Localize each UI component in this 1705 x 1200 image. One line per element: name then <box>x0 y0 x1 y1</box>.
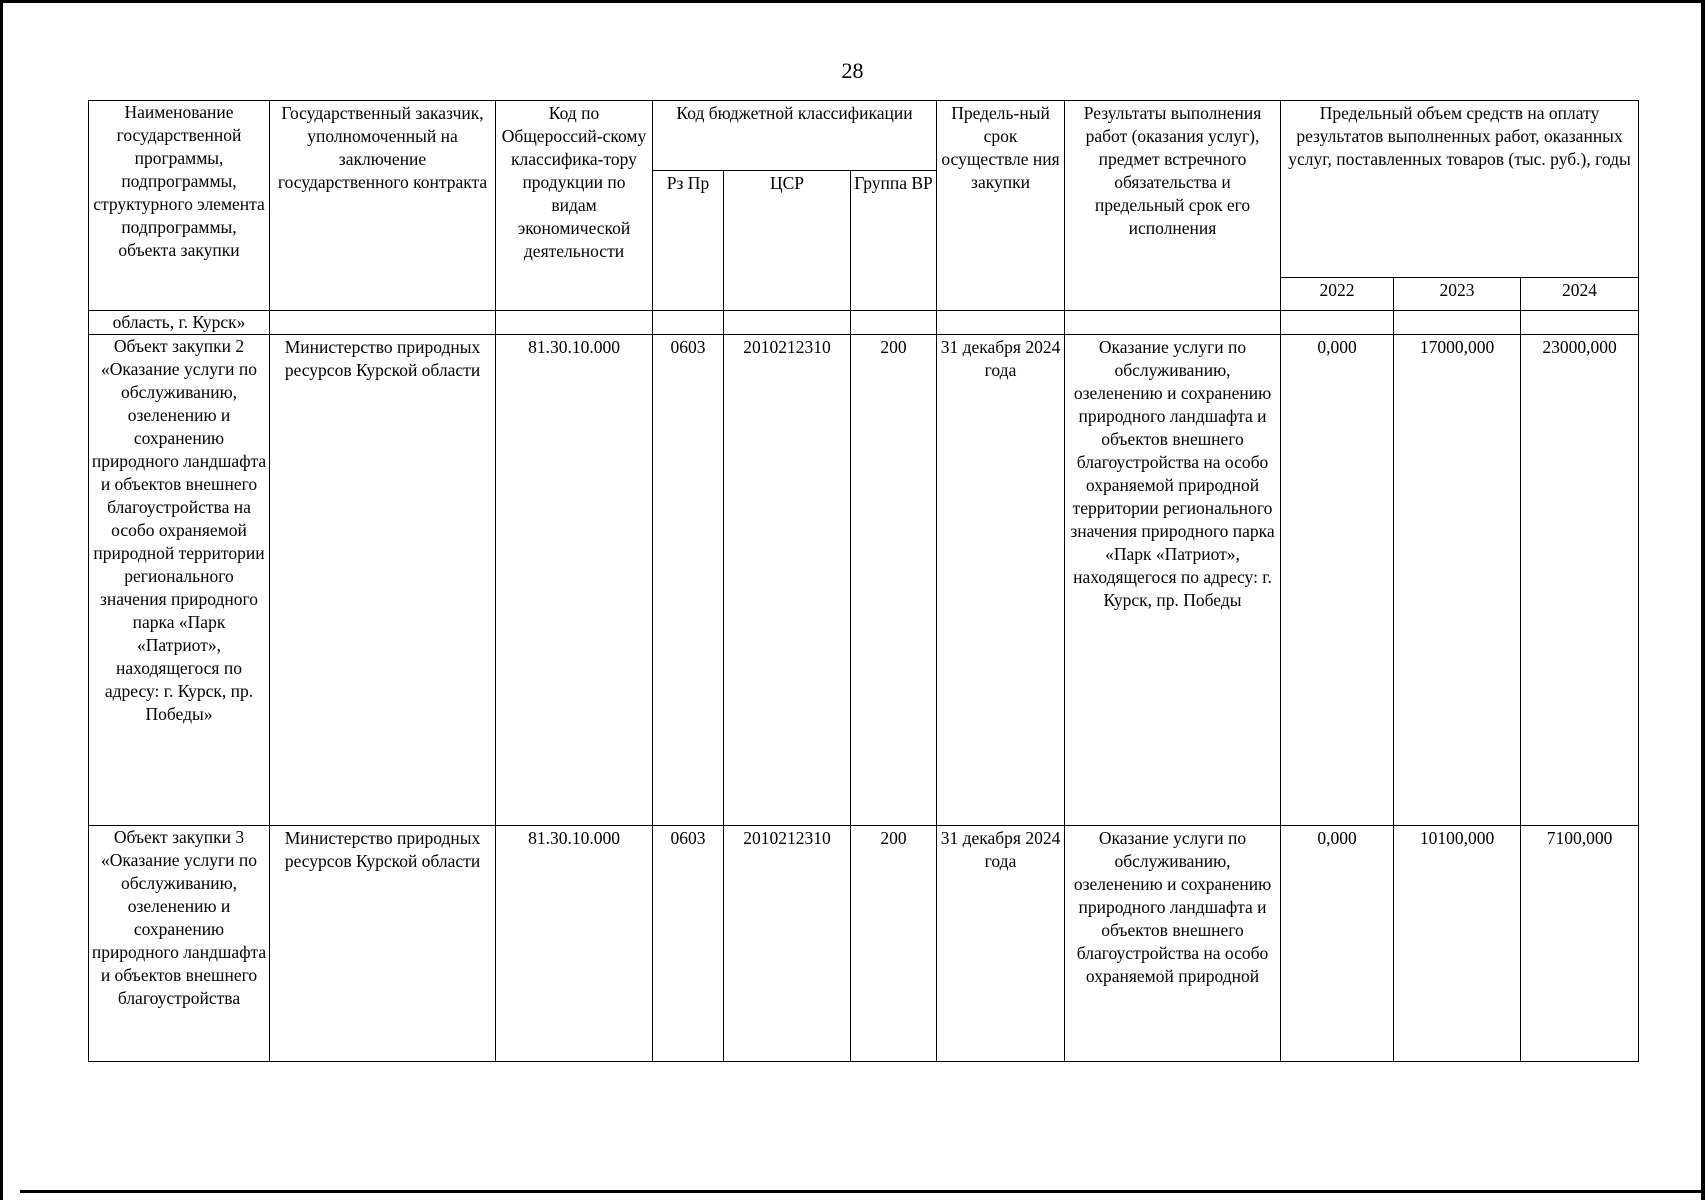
empty-cell <box>937 311 1065 335</box>
empty-cell <box>496 311 653 335</box>
row-value-2022: 0,000 <box>1281 826 1394 1062</box>
header-year-2024: 2024 <box>1521 278 1639 311</box>
header-year-2023: 2023 <box>1394 278 1521 311</box>
empty-cell <box>653 311 724 335</box>
row-deadline: 31 декабря 2024 года <box>937 826 1065 1062</box>
table-row <box>89 826 1639 1062</box>
header-group-vr: Группа ВР <box>851 171 937 311</box>
empty-cell <box>851 311 937 335</box>
row-customer: Министерство природных ресурсов Курской области <box>270 826 496 1062</box>
row-value-2024: 23000,000 <box>1521 335 1639 826</box>
table-row <box>89 335 1639 826</box>
row-group-vr: 200 <box>851 335 937 826</box>
row-result: Оказание услуги по обслуживанию, озеленению и сохранению природного ландшафта и объектов внешнего благоустройства на особо охраняемой природной <box>1065 826 1281 1062</box>
row-rz-pr: 0603 <box>653 335 724 826</box>
empty-cell <box>724 311 851 335</box>
header-budget-code: Код бюджетной классификации <box>653 101 937 171</box>
page-number: 28 <box>841 58 864 83</box>
carry-over-name: область, г. Курск» <box>89 311 270 335</box>
empty-cell <box>1065 311 1281 335</box>
scan-border-left <box>0 0 3 1200</box>
row-value-2024: 7100,000 <box>1521 826 1639 1062</box>
header-funds: Предельный объем средств на оплату результатов выполненных работ, оказанных услуг, поставленных товаров (тыс. руб.), годы <box>1281 101 1639 278</box>
header-row-top <box>89 101 1639 171</box>
row-csr: 2010212310 <box>724 826 851 1062</box>
empty-cell <box>1521 311 1639 335</box>
header-results: Результаты выполнения работ (оказания услуг), предмет встречного обязательства и предельный срок его исполнения <box>1065 101 1281 311</box>
row-csr: 2010212310 <box>724 335 851 826</box>
row-name: Объект закупки 2 «Оказание услуги по обслуживанию, озеленению и сохранению природного ландшафта и объектов внешнего благоустройства на особо охраняемой природной территории регионального значения природного парка «Парк «Патриот», находящегося по адресу: г. Курск, пр. Победы» <box>89 335 270 826</box>
row-group-vr: 200 <box>851 826 937 1062</box>
header-program-name: Наименование государственной программы, подпрограммы, структурного элемента подпрограммы, объекта закупки <box>89 101 270 311</box>
scan-border-top <box>0 0 1705 3</box>
empty-cell <box>1281 311 1394 335</box>
header-customer: Государственный заказчик, уполномоченный на заключение государственного контракта <box>270 101 496 311</box>
carry-over-row <box>89 311 1639 335</box>
row-rz-pr: 0603 <box>653 826 724 1062</box>
row-okpd: 81.30.10.000 <box>496 335 653 826</box>
header-csr: ЦСР <box>724 171 851 311</box>
row-name: Объект закупки 3 «Оказание услуги по обслуживанию, озеленению и сохранению природного ландшафта и объектов внешнего благоустройства <box>89 826 270 1062</box>
procurement-table <box>88 100 1639 1062</box>
scan-border-bottom <box>20 1190 1705 1193</box>
row-value-2023: 17000,000 <box>1394 335 1521 826</box>
header-okpd-code: Код по Общероссий-скому классифика-тору продукции по видам экономической деятельности <box>496 101 653 311</box>
header-rz-pr: Рз Пр <box>653 171 724 311</box>
row-value-2022: 0,000 <box>1281 335 1394 826</box>
empty-cell <box>270 311 496 335</box>
empty-cell <box>1394 311 1521 335</box>
row-customer: Министерство природных ресурсов Курской области <box>270 335 496 826</box>
header-year-2022: 2022 <box>1281 278 1394 311</box>
row-deadline: 31 декабря 2024 года <box>937 335 1065 826</box>
scan-border-right <box>1701 0 1705 1200</box>
row-result: Оказание услуги по обслуживанию, озеленению и сохранению природного ландшафта и объектов внешнего благоустройства на особо охраняемой природной территории регионального значения природного парка «Парк «Патриот», находящегося по адресу: г. Курск, пр. Победы <box>1065 335 1281 826</box>
row-value-2023: 10100,000 <box>1394 826 1521 1062</box>
row-okpd: 81.30.10.000 <box>496 826 653 1062</box>
header-deadline: Предель-ный срок осуществле ния закупки <box>937 101 1065 311</box>
